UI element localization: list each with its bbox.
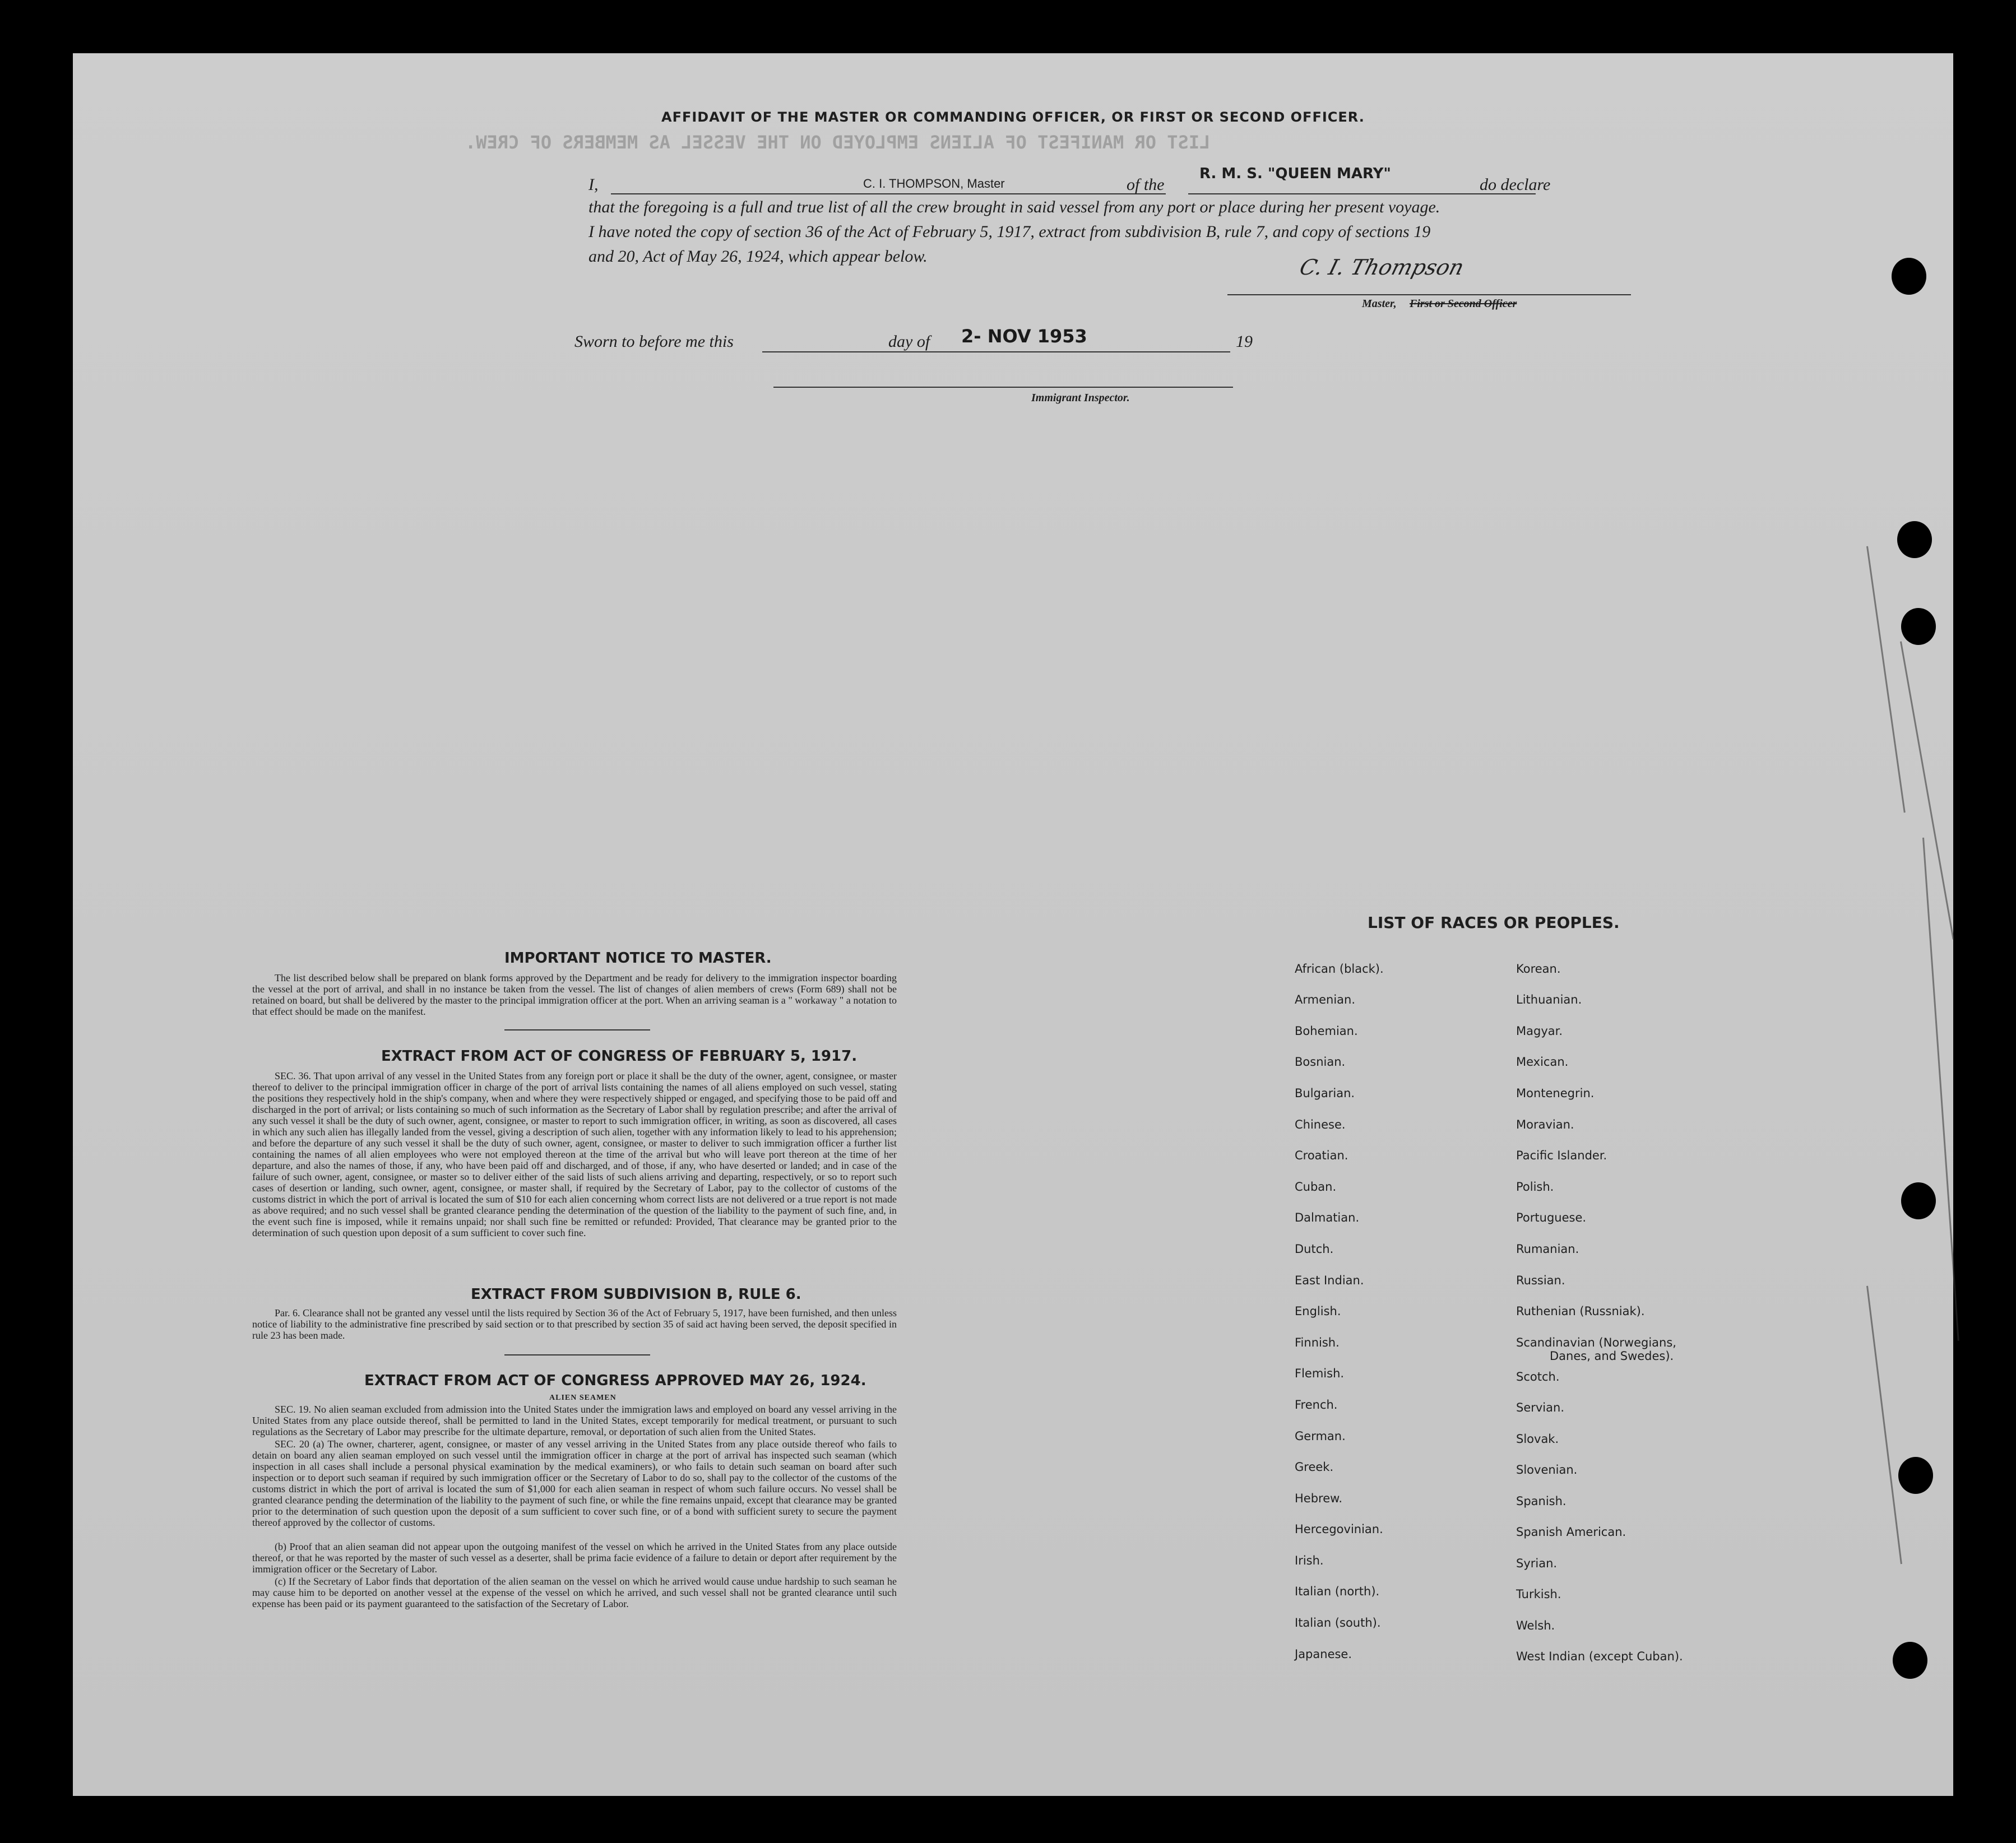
race-right-item: Montenegrin. xyxy=(1516,1087,1595,1100)
race-left-item: Italian (north). xyxy=(1295,1585,1380,1598)
extract-1917-title: EXTRACT FROM ACT OF CONGRESS OF FEBRUARY 5, 1917. xyxy=(381,1048,858,1065)
race-right-item: Ruthenian (Russniak). xyxy=(1516,1305,1645,1318)
race-right-item: Lithuanian. xyxy=(1516,993,1582,1006)
notice-title: IMPORTANT NOTICE TO MASTER. xyxy=(504,950,772,967)
sec-20c-text: (c) If the Secretary of Labor finds that deportation of the alien seaman on the vessel on which he arrived would cause undue hardship to such seaman he may cause him to be deported on another vessel at the expense of the vessel on which he arrived, and such vessel shall not be granted clearance until such expense has been paid or its payment guaranteed to the satisfaction of the Secretary of Labor. xyxy=(252,1576,897,1609)
race-right-item: Servian. xyxy=(1516,1401,1564,1414)
punch-hole xyxy=(1892,258,1926,295)
sec-20b-text: (b) Proof that an alien seaman did not appear upon the outgoing manifest of the vessel on which he arrived in the United States from any place outside thereof, or that he was reported by the master of such vessel as a deserter, shall be prima facie evidence of a failure to detain or deport after requirement by the immigration officer or the Secretary of Labor. xyxy=(252,1541,897,1575)
extract-1917-body: SEC. 36. That upon arrival of any vessel in the United States from any foreign port or place it shall be the duty of the owner, agent, consignee, or master thereof to deliver to the principal immigration officer in charge of the port of arrival lists containing the names of all aliens employed on such vessel, stating the positions they respectively hold in the ship's company, when and where they were respectively shipped or engaged, and specifying those to be paid off and discharged in the port of arrival; or lists containing so much of such information as the Secretary of Labor shall by regulation prescribe; and after the arrival of any such vessel it shall be the duty of such owner, agent, consignee, or master to report to such immigration officer, in writing, as soon as discovered, all cases in which any such alien has illegally landed from the vessel, giving a description of such alien, together with any information likely to lead to his apprehension; and before the departure of any such vessel it shall be the duty of such owner, agent, consignee, or master to deliver to such immigration officer a further list containing the names of all alien employees who were not employed thereon at the time of the arrival but who will leave port thereon at the time of her departure, and also the names of those, if any, who have been paid off and discharged, and of those, if any, who have deserted or landed; and in case of the failure of such owner, agent, consignee, or master so to deliver either of the said lists of such aliens arriving and departing, respectively, or so to report such cases of desertion or landing, such owner, agent, consignee, or master shall, if required by the Secretary of Labor, pay to the collector of customs of the customs district in which the port of arrival is located the sum of $10 for each alien concerning whom correct lists are not delivered or a true report is not made as above required; and no such vessel shall be granted clearance pending the determination of the question of the liability to the payment of such fine, and, in the event such fine is imposed, while it remains unpaid; nor shall such fine be remitted or refunded: Provided, That clearance may be granted prior to the determination of such question upon deposit of a sum sufficient to cover such fine. xyxy=(252,1070,897,1238)
race-left-item: Flemish. xyxy=(1295,1367,1345,1380)
year-prefix: 19 xyxy=(1236,332,1253,351)
punch-hole xyxy=(1897,521,1932,558)
race-left-item: Dalmatian. xyxy=(1295,1211,1360,1224)
extract-rule6-title: EXTRACT FROM SUBDIVISION B, RULE 6. xyxy=(471,1286,801,1303)
race-left-item: English. xyxy=(1295,1305,1341,1318)
race-right-item: Moravian. xyxy=(1516,1118,1574,1131)
do-declare-label: do declare xyxy=(1480,175,1551,194)
punch-hole xyxy=(1893,1642,1927,1679)
of-the-label: of the xyxy=(1127,175,1165,194)
race-left-item: Irish. xyxy=(1295,1554,1324,1567)
extract-rule6-body: Par. 6. Clearance shall not be granted any vessel until the lists required by Section 36 of the Act of February 5, 1917, have been furnished, and then unless notice of liability to the administrative fine prescribed by said section or to that prescribed by section 35 of said act having been served, the deposit specified in rule 23 has been made. xyxy=(252,1307,897,1341)
race-right-item: West Indian (except Cuban). xyxy=(1516,1650,1683,1663)
alien-seamen-subtitle: ALIEN SEAMEN xyxy=(549,1394,617,1402)
race-right-item: Syrian. xyxy=(1516,1557,1558,1570)
master-title: Master, xyxy=(1362,298,1397,310)
affidavit-line-2: that the foregoing is a full and true list of all the crew brought in said vessel from any port or place during her present voyage. xyxy=(588,198,1440,216)
extract-1924-title: EXTRACT FROM ACT OF CONGRESS APPROVED MAY 26, 1924. xyxy=(364,1372,866,1389)
race-right-item: Polish. xyxy=(1516,1180,1554,1194)
race-left-item: Dutch. xyxy=(1295,1242,1334,1256)
bleed-through-title: LIST OR MANIFEST OF ALIENS EMPLOYED ON THE VESSEL AS MEMBERS OF CREW. xyxy=(465,132,1211,153)
document-page xyxy=(73,53,1953,1796)
affidavit-line-4: and 20, Act of May 26, 1924, which appear below. xyxy=(588,247,928,266)
race-left-item: Hercegovinian. xyxy=(1295,1522,1383,1536)
master-name: C. I. THOMPSON, Master xyxy=(863,177,1005,191)
race-right-item: Slovenian. xyxy=(1516,1463,1578,1477)
race-right-item: Turkish. xyxy=(1516,1587,1561,1601)
race-right-item: Spanish. xyxy=(1516,1494,1567,1508)
race-right-item: Pacific Islander. xyxy=(1516,1149,1607,1162)
race-right-item: Scotch. xyxy=(1516,1370,1560,1384)
day-of-label: day of xyxy=(888,332,930,351)
race-right-item: Magyar. xyxy=(1516,1024,1563,1038)
race-left-item: Croatian. xyxy=(1295,1149,1348,1162)
race-right-item: Mexican. xyxy=(1516,1055,1569,1069)
race-left-item: African (black). xyxy=(1295,962,1384,976)
punch-hole xyxy=(1901,608,1936,645)
race-left-item: Italian (south). xyxy=(1295,1616,1381,1630)
affidavit-title: AFFIDAVIT OF THE MASTER OR COMMANDING OFFICER, OR FIRST OR SECOND OFFICER. xyxy=(661,109,1365,125)
punch-hole xyxy=(1901,1182,1936,1219)
race-left-item: Bohemian. xyxy=(1295,1024,1358,1038)
race-right-item: Scandinavian (Norwegians, xyxy=(1516,1336,1676,1349)
race-left-item: Japanese. xyxy=(1295,1647,1352,1661)
race-left-item: Bosnian. xyxy=(1295,1055,1346,1069)
inspector-label: Immigrant Inspector. xyxy=(1031,392,1130,404)
race-left-item: Finnish. xyxy=(1295,1336,1340,1349)
race-left-item: Armenian. xyxy=(1295,993,1356,1006)
race-right-item: Spanish American. xyxy=(1516,1525,1626,1539)
race-right-item: Slovak. xyxy=(1516,1432,1559,1446)
race-left-item: French. xyxy=(1295,1398,1338,1412)
race-left-item: Cuban. xyxy=(1295,1180,1337,1194)
race-left-item: Chinese. xyxy=(1295,1118,1346,1131)
pencil-mark xyxy=(1866,546,1906,813)
affidavit-line-3: I have noted the copy of section 36 of the Act of February 5, 1917, extract from subdivision B, rule 7, and copy of sections 19 xyxy=(588,222,1431,241)
notice-body: The list described below shall be prepared on blank forms approved by the Department and be ready for delivery to the immigration inspector boarding the vessel at the port of arrival, and shall in no instance be taken from the vessel. The list of changes of alien members of crews (Form 689) shall not be retained on board, but shall be delivered by the master to the principal immigration officer at the port. When an arriving seaman is a " workaway " a notation to that effect should be made on the manifest. xyxy=(252,972,897,1017)
races-title: LIST OF RACES OR PEOPLES. xyxy=(1368,913,1620,932)
race-right-item: Danes, and Swedes). xyxy=(1550,1349,1674,1363)
punch-hole xyxy=(1898,1457,1933,1494)
master-signature: C. I. Thompson xyxy=(1297,255,1467,280)
pencil-mark xyxy=(1866,1286,1902,1565)
race-right-item: Portuguese. xyxy=(1516,1211,1587,1224)
sec-20a-text: SEC. 20 (a) The owner, charterer, agent, consignee, or master of any vessel arriving in the United States from any place outside thereof who fails to detain on board any alien seaman employed on such vessel until the immigration officer in charge at the port of arrival has inspected such seaman (which inspection in all cases shall include a personal physical examination by the medical examiners), or who fails to detain such seaman on board after such inspection or to deport such seaman if required by such immigration officer or the Secretary of Labor to do so, shall pay to the collector of the customs of the customs district in which the port of arrival is located the sum of $1,000 for each alien seaman in respect of whom such failure occurs. No vessel shall be granted clearance pending the determination of the liability to the payment of such fine, or while the fine remains unpaid, except that clearance may be granted prior to the determination of such question upon the deposit of a sum sufficient to cover such fine, or of a bond with sufficient surety to secure the payment thereof approved by the collector of customs. xyxy=(252,1438,897,1528)
race-left-item: Greek. xyxy=(1295,1460,1334,1474)
race-left-item: Bulgarian. xyxy=(1295,1087,1355,1100)
sworn-date-stamp: 2- NOV 1953 xyxy=(961,326,1087,347)
race-right-item: Russian. xyxy=(1516,1274,1565,1287)
race-right-item: Korean. xyxy=(1516,962,1561,976)
race-left-item: German. xyxy=(1295,1429,1346,1443)
race-right-item: Welsh. xyxy=(1516,1619,1555,1632)
pencil-mark xyxy=(1922,838,1959,1341)
struck-title: First or Second Officer xyxy=(1410,298,1517,310)
race-left-item: Hebrew. xyxy=(1295,1492,1343,1505)
sworn-label: Sworn to before me this xyxy=(574,332,734,351)
race-left-item: East Indian. xyxy=(1295,1274,1364,1287)
sec-19-text: SEC. 19. No alien seaman excluded from admission into the United States under the immigration laws and employed on board any vessel arriving in the United States from any place outside thereof, shall be permitted to land in the United States, except temporarily for medical treatment, or pursuant to such regulations as the Secretary of Labor may prescribe for the ultimate departure, removal, or deportation of such alien from the United States. xyxy=(252,1404,897,1437)
race-right-item: Rumanian. xyxy=(1516,1242,1579,1256)
affidavit-i-label: I, xyxy=(588,175,599,194)
vessel-name: R. M. S. "QUEEN MARY" xyxy=(1199,165,1391,182)
